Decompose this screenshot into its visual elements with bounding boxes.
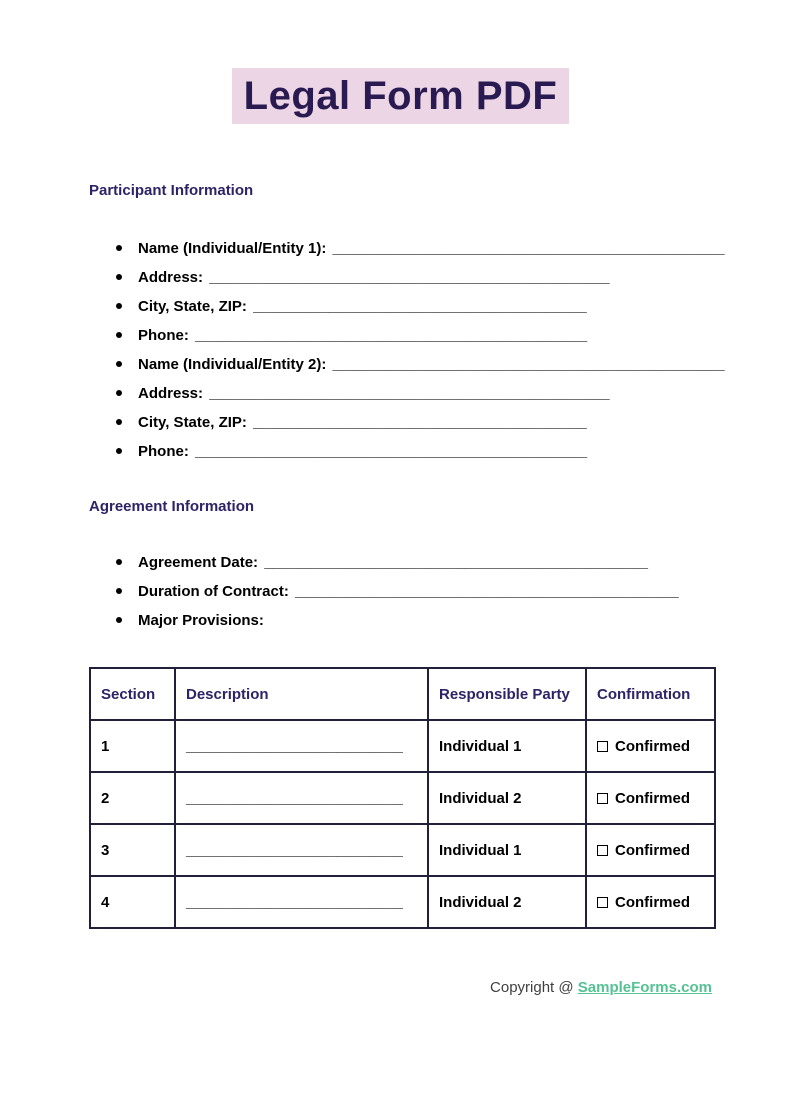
field-label: Duration of Contract:	[138, 583, 289, 600]
bullet-icon	[116, 303, 122, 309]
column-header-responsible-party: Responsible Party	[428, 668, 586, 720]
bullet-icon	[116, 559, 122, 565]
field-blank: __________________________	[186, 893, 403, 911]
field-label: Agreement Date:	[138, 554, 259, 571]
confirmation-label: Confirmed	[615, 737, 690, 755]
field-label: City, State, ZIP:	[138, 298, 247, 315]
field-blank: ________________________________________	[253, 298, 587, 315]
table-header-row	[90, 668, 715, 720]
bullet-icon	[116, 419, 122, 425]
confirmation-cell	[586, 876, 715, 928]
document-page	[0, 68, 800, 996]
confirmation-label: Confirmed	[615, 841, 690, 859]
table-row	[90, 824, 715, 876]
bullet-icon	[116, 390, 122, 396]
bullet-icon	[116, 361, 122, 367]
agreement-section-heading: Agreement Information	[89, 498, 255, 515]
field-blank: ______________________________________________	[264, 554, 648, 571]
checkbox-icon[interactable]	[597, 793, 608, 804]
description-cell	[175, 772, 428, 824]
field-label: Phone:	[138, 443, 189, 460]
column-header-confirmation: Confirmation	[586, 668, 715, 720]
party-cell: Individual 2	[428, 876, 586, 928]
list-item	[89, 577, 712, 606]
party-cell: Individual 2	[428, 772, 586, 824]
bullet-icon	[116, 332, 122, 338]
field-label: Address:	[138, 385, 204, 402]
bullet-icon	[116, 245, 122, 251]
list-item	[89, 379, 712, 408]
list-item	[89, 321, 712, 350]
footer	[89, 979, 712, 996]
list-item	[89, 350, 725, 379]
field-blank: _______________________________________________	[332, 356, 725, 373]
description-cell	[175, 720, 428, 772]
title-area	[89, 68, 712, 124]
list-item	[89, 234, 725, 263]
list-item	[89, 606, 712, 635]
page-title: Legal Form PDF	[232, 68, 570, 124]
list-item	[89, 437, 712, 466]
field-blank: __________________________	[186, 737, 403, 755]
field-label: Name (Individual/Entity 1):	[138, 240, 327, 257]
section-cell: 3	[90, 824, 175, 876]
participant-field-list	[89, 234, 725, 466]
list-item	[89, 548, 712, 577]
table-row	[90, 720, 715, 772]
description-cell	[175, 824, 428, 876]
section-cell: 2	[90, 772, 175, 824]
column-header-description: Description	[175, 668, 428, 720]
table-row	[90, 876, 715, 928]
confirmation-label: Confirmed	[615, 789, 690, 807]
field-label: Phone:	[138, 327, 189, 344]
field-label: Name (Individual/Entity 2):	[138, 356, 327, 373]
bullet-icon	[116, 617, 122, 623]
copyright-text: Copyright @	[490, 979, 574, 996]
column-header-section: Section	[90, 668, 175, 720]
checkbox-icon[interactable]	[597, 845, 608, 856]
list-item	[89, 408, 712, 437]
provisions-table	[89, 667, 716, 929]
field-blank: ______________________________________________	[295, 583, 679, 600]
bullet-icon	[116, 588, 122, 594]
confirmation-cell	[586, 772, 715, 824]
confirmation-cell	[586, 720, 715, 772]
field-label: Address:	[138, 269, 204, 286]
list-item	[89, 292, 712, 321]
field-blank: _______________________________________________	[195, 327, 588, 344]
field-label: City, State, ZIP:	[138, 414, 247, 431]
confirmation-cell	[586, 824, 715, 876]
field-blank: ________________________________________________	[209, 269, 610, 286]
checkbox-icon[interactable]	[597, 897, 608, 908]
field-blank: __________________________	[186, 841, 403, 859]
field-blank: _______________________________________________	[195, 443, 588, 460]
field-blank: ________________________________________	[253, 414, 587, 431]
participant-section-heading: Participant Information	[89, 182, 254, 199]
agreement-field-list	[89, 548, 712, 635]
checkbox-icon[interactable]	[597, 741, 608, 752]
section-cell: 4	[90, 876, 175, 928]
description-cell	[175, 876, 428, 928]
field-blank: __________________________	[186, 789, 403, 807]
confirmation-label: Confirmed	[615, 893, 690, 911]
party-cell: Individual 1	[428, 720, 586, 772]
bullet-icon	[116, 274, 122, 280]
party-cell: Individual 1	[428, 824, 586, 876]
section-cell: 1	[90, 720, 175, 772]
field-blank: _______________________________________________	[332, 240, 725, 257]
sampleforms-link[interactable]: SampleForms.com	[577, 979, 712, 996]
field-blank: ________________________________________________	[209, 385, 610, 402]
bullet-icon	[116, 448, 122, 454]
field-label: Major Provisions:	[138, 612, 264, 629]
table-row	[90, 772, 715, 824]
list-item	[89, 263, 712, 292]
